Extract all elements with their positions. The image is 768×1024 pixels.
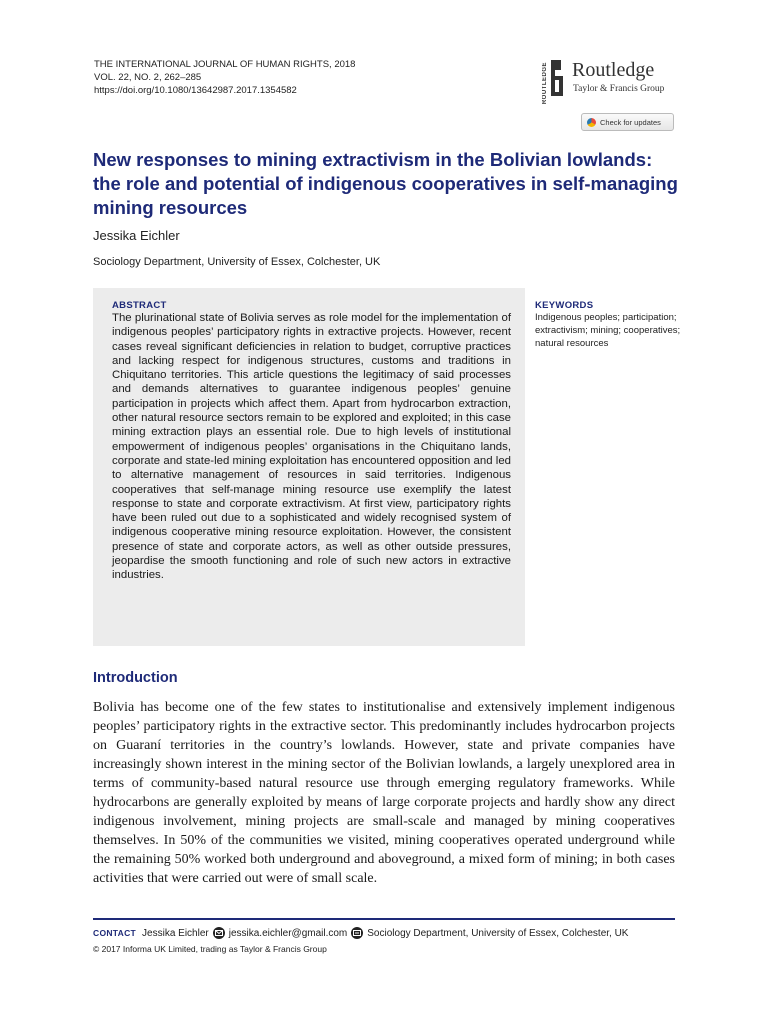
check-for-updates-label: Check for updates <box>600 117 661 127</box>
logo-vertical-text: ROUTLEDGE <box>542 62 548 105</box>
email-icon <box>213 927 225 939</box>
article-title: New responses to mining extractivism in the Bolivian lowlands: the role and potential of indigenous cooperatives in self-managing mining resources <box>93 149 678 218</box>
crossmark-icon <box>587 118 596 127</box>
author-name: Jessika Eichler <box>93 228 180 243</box>
journal-meta <box>94 58 355 97</box>
keywords-section <box>535 300 685 350</box>
contact-line <box>93 927 693 939</box>
contact-name: Jessika Eichler <box>142 927 209 939</box>
contact-address: Sociology Department, University of Essex, Colchester, UK <box>367 927 629 939</box>
abstract-box <box>93 288 525 646</box>
check-for-updates-button[interactable] <box>581 113 674 131</box>
keywords-list: Indigenous peoples; participation; extractivism; mining; cooperatives; natural resources <box>535 312 681 349</box>
section-heading-introduction: Introduction <box>93 670 178 686</box>
introduction-paragraph: Bolivia has become one of the few states to institutionalise and extensively implement indigenous peoples’ participatory rights in the extractive sector. This predominantly includes hydrocarbon projects on Guaraní territories in the country’s lowlands. However, state and private companies have increasingly shown interest in the mining sector of the Bolivian lowlands, a largely unexplored area in terms of community-based natural resource use through emerging regulatory frameworks. While hydrocarbons are generally exploited by means of large corporate projects and hardly show any direct indigenous involvement, mining projects are small-scale and managed by mining cooperatives themselves. In 50% of the communities we visited, mining cooperatives operated underground while the remaining 50% worked both underground and aboveground, a mixed form of mining; in both cases activities that were carried out were of small scale. <box>93 700 675 886</box>
publisher-group: Taylor & Francis Group <box>573 84 665 94</box>
copyright-notice: © 2017 Informa UK Limited, trading as Taylor & Francis Group <box>93 944 327 954</box>
journal-volume: VOL. 22, NO. 2, 262–285 <box>94 72 202 83</box>
abstract-text: The plurinational state of Bolivia serves as role model for the implementation of indigenous peoples’ participatory rights in extractive projects. However, recent cases reveal significant deficiencies in relation to budget, corruptive practices and lacking respect for indigenous structures, customs and traditions in Chiquitano territories. This article questions the legitimacy of said processes and demands alternatives to guarantee indigenous peoples’ genuine participation in projects which affect them. Apart from hydrocarbon extraction, other natural resource sectors remain to be explored and exploited; in this case mining extraction plays an essential role. Due to high levels of institutional empowerment of indigenous peoples’ organisations in the Chiquitano lands, corporate and state-led mining exploitation has encountered opposition and led to alternative management of resources in said territories. Indigenous cooperatives that self-manage mining resource use exemplify the latest response to state and corporate extractivism. At first view, participatory rights have been ruled out due to a sophisticated and widely recognised system of indigenous cooperative mining resource exploitation. However, the consistent presence of state and corporate actors, as well as other outside pressures, jeopardise the smooth functioning and role of such new actors in extractive industries. <box>112 312 511 582</box>
doi-link[interactable]: https://doi.org/10.1080/13642987.2017.1354582 <box>94 85 297 96</box>
contact-label: CONTACT <box>93 928 137 938</box>
address-icon <box>351 927 363 939</box>
contact-email[interactable]: jessika.eichler@gmail.com <box>228 927 348 939</box>
keywords-heading: KEYWORDS <box>535 300 594 311</box>
author-affiliation: Sociology Department, University of Essex, Colchester, UK <box>93 256 381 268</box>
footer-divider <box>93 918 675 920</box>
journal-name: THE INTERNATIONAL JOURNAL OF HUMAN RIGHTS, 2018 <box>94 59 356 70</box>
abstract-heading: ABSTRACT <box>112 300 167 311</box>
publisher-logo <box>537 56 687 105</box>
publisher-name: Routledge <box>572 59 655 81</box>
